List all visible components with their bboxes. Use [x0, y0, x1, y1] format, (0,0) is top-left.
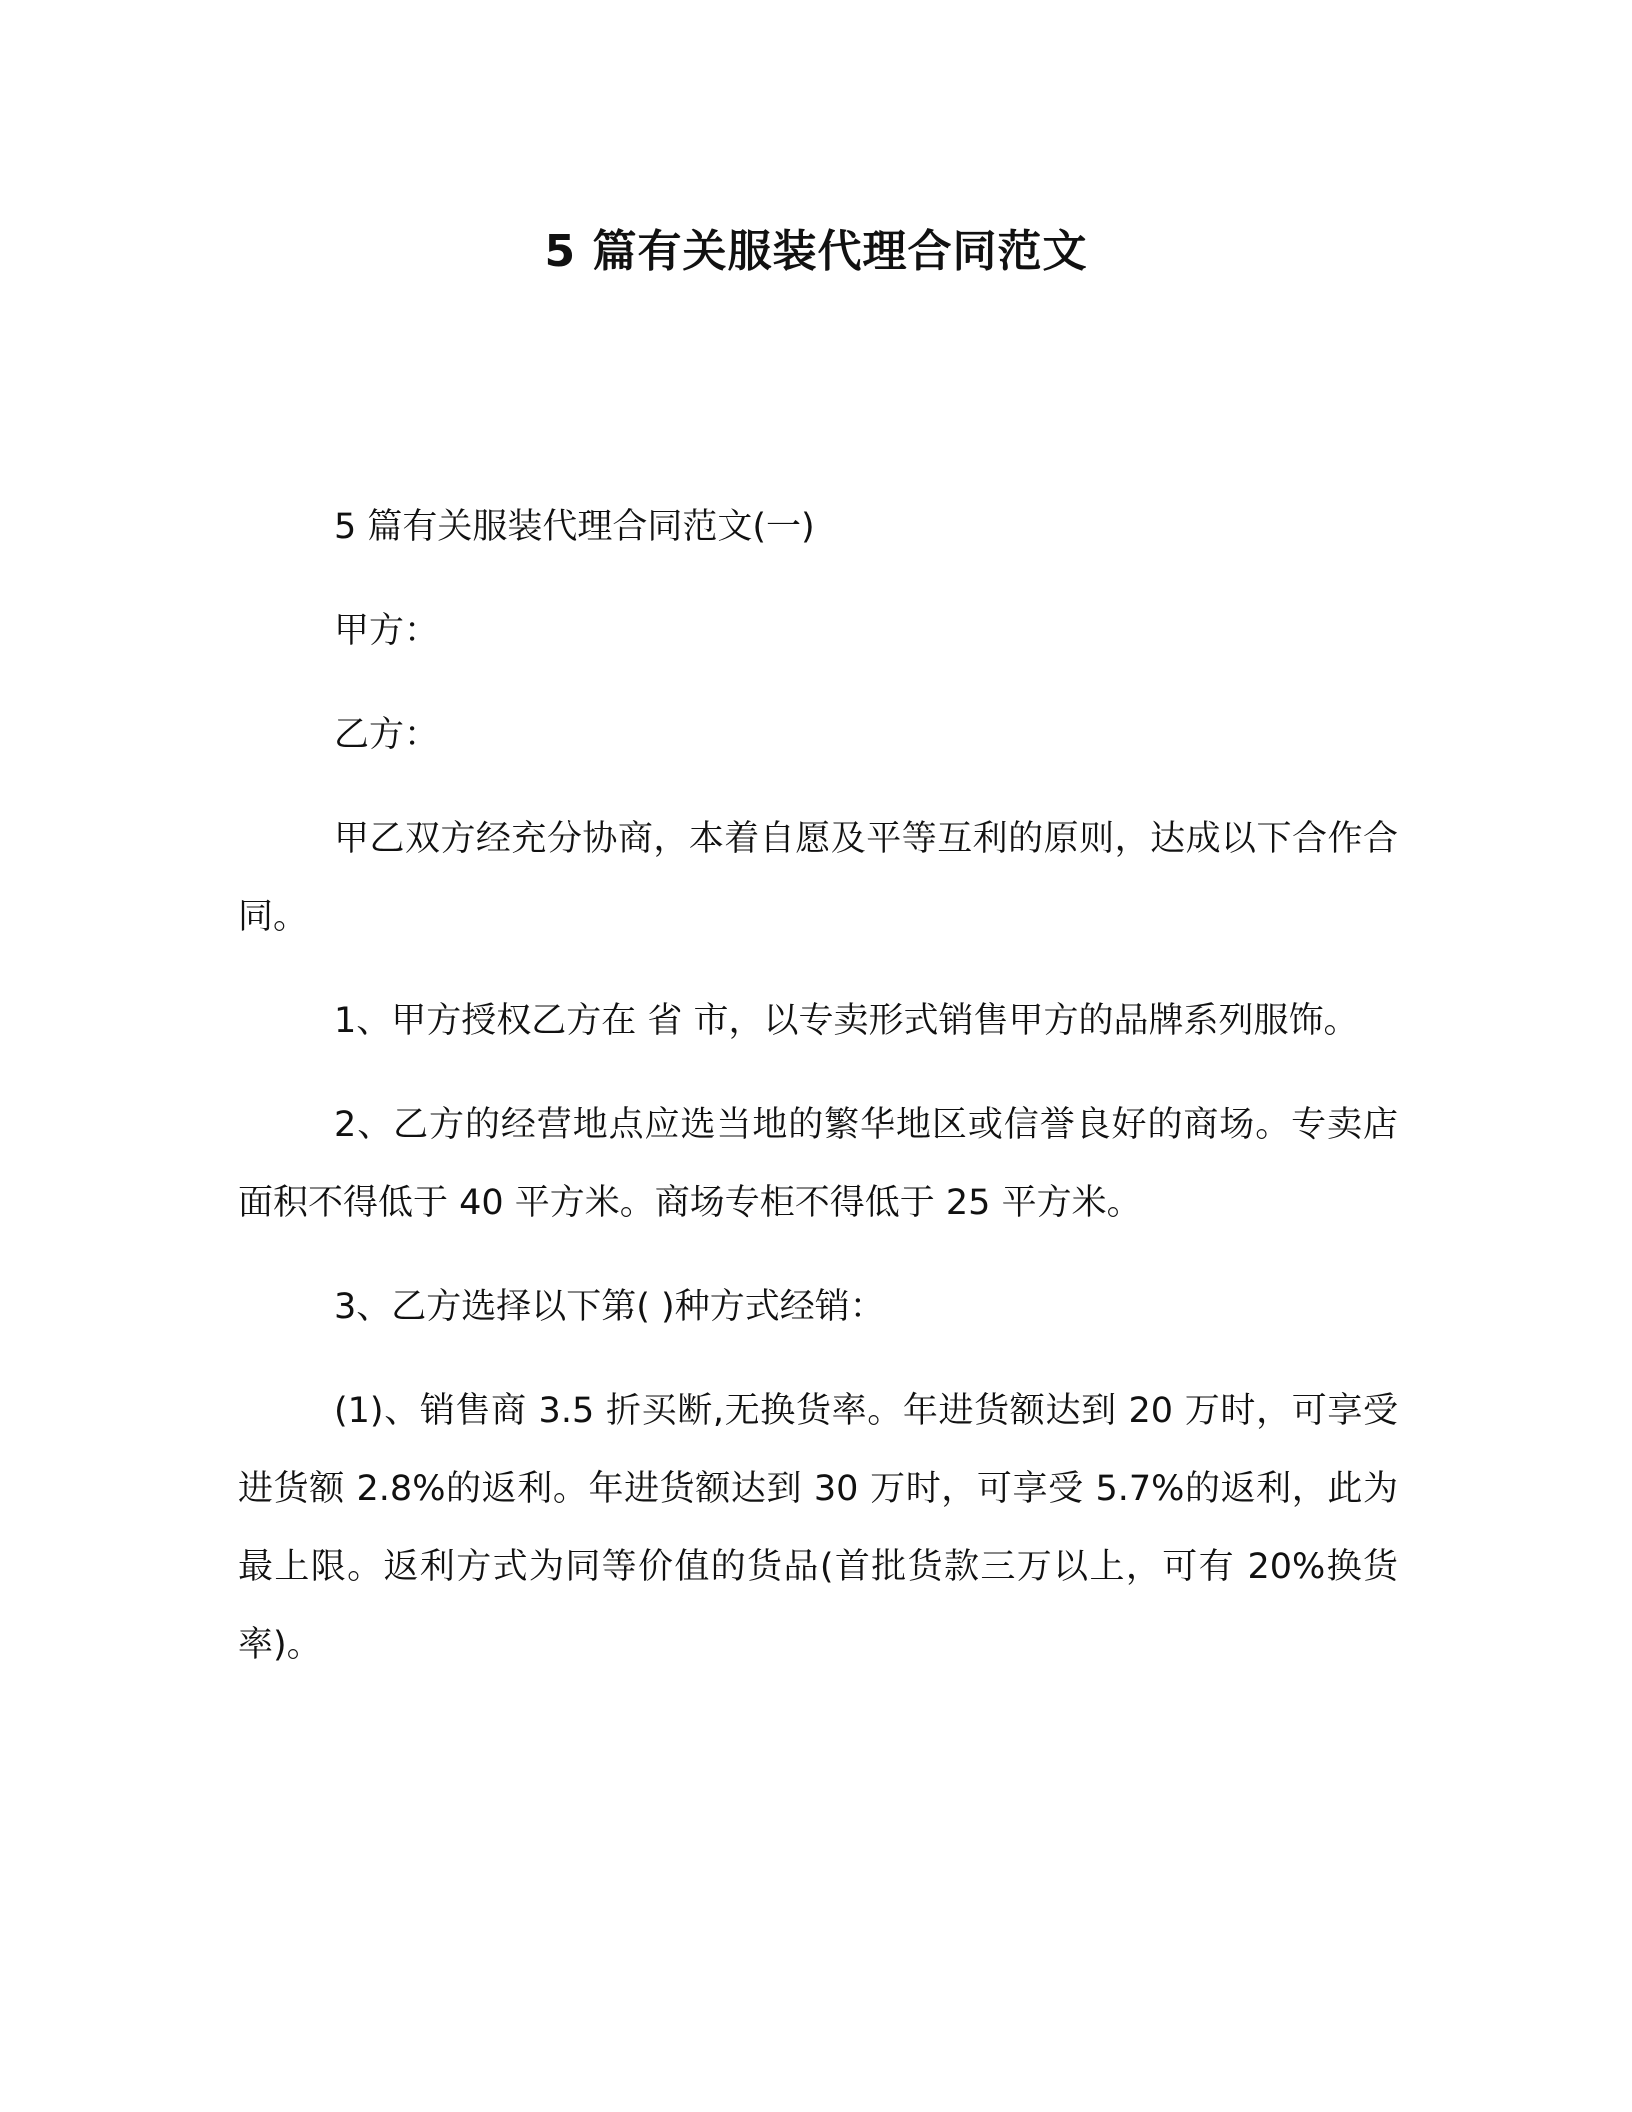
clause-3-option-1: (1)、销售商 3.5 折买断,无换货率。年进货额达到 20 万时，可享受进货额 2.8%的返利。年进货额达到 30 万时，可享受 5.7%的返利，此为最上限。返利方式为同等价值的货品(首批货款三万以上，可有 20%换货率)。: [238, 1391, 1398, 1665]
party-b-line: 乙方：: [334, 715, 440, 755]
preamble-paragraph: 甲乙双方经充分协商，本着自愿及平等互利的原则，达成以下合作合同。: [238, 819, 1398, 937]
clause-2: 2、乙方的经营地点应选当地的繁华地区或信誉良好的商场。专卖店面积不得低于 40 平方米。商场专柜不得低于 25 平方米。: [238, 1105, 1398, 1223]
clause-3: 3、乙方选择以下第( )种方式经销：: [334, 1287, 885, 1327]
document-body: [238, 488, 1398, 1710]
document-title: 5 篇有关服装代理合同范文: [544, 226, 1088, 277]
clause-1: 1、甲方授权乙方在 省 市，以专卖形式销售甲方的品牌系列服饰。: [334, 1001, 1359, 1041]
section-heading: 5 篇有关服装代理合同范文(一): [334, 507, 815, 547]
party-a-line: 甲方：: [334, 611, 440, 651]
